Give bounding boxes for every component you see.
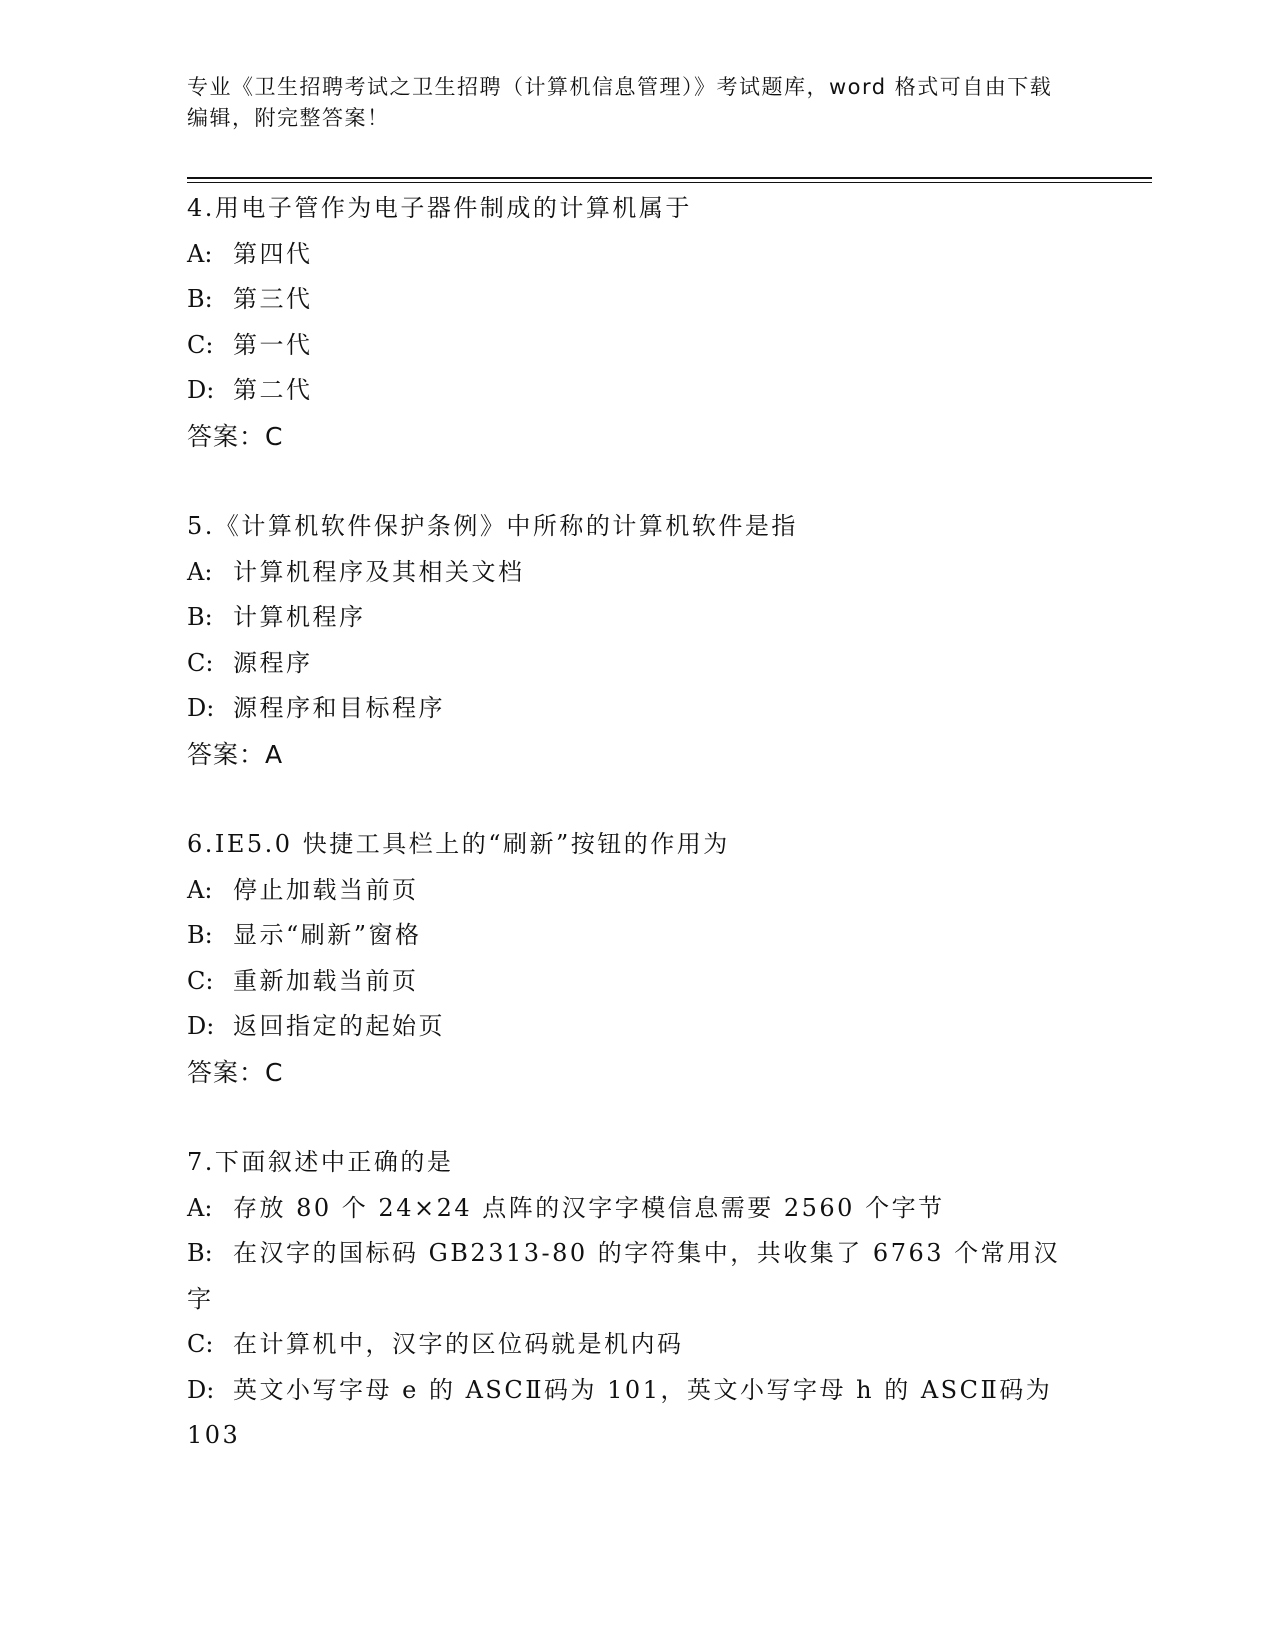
option-d (187, 1004, 1067, 1050)
question-block (187, 186, 1067, 459)
answer-line: 答案：C (187, 421, 284, 451)
answer-line: 答案：A (187, 739, 284, 769)
option-c (187, 323, 1067, 369)
option-text: 重新加载当前页 (233, 966, 419, 995)
option-letter: D: (187, 1012, 215, 1040)
option-letter: C: (187, 1330, 214, 1358)
question-stem: 6.IE5.0 快捷工具栏上的“刷新”按钮的作用为 (187, 830, 730, 858)
option-letter: A: (187, 557, 213, 586)
header-rule-thick (187, 177, 1152, 179)
option-a (187, 1186, 1067, 1232)
option-text: 计算机程序 (233, 603, 366, 631)
option-text: 第四代 (233, 239, 313, 268)
option-d (187, 686, 1067, 732)
option-text: 计算机程序及其相关文档 (233, 557, 525, 586)
option-text: 英文小写字母 e 的 ASCⅡ码为 101，英文小写字母 h 的 ASCⅡ码为 103 (187, 1375, 1053, 1449)
option-letter: D: (187, 1375, 215, 1404)
option-letter: A: (187, 239, 213, 268)
question-stem: 5.《计算机软件保护条例》中所称的计算机软件是指 (187, 512, 798, 540)
option-b (187, 1231, 1067, 1322)
option-d (187, 368, 1067, 414)
option-text: 停止加载当前页 (233, 875, 419, 904)
option-letter: C: (187, 966, 214, 995)
option-a (187, 550, 1067, 596)
option-d (187, 1368, 1067, 1459)
option-c (187, 1322, 1067, 1368)
header-rule-thin (187, 182, 1152, 183)
option-b (187, 595, 1067, 641)
option-text: 返回指定的起始页 (233, 1012, 445, 1040)
option-letter: C: (187, 330, 214, 359)
question-block (187, 822, 1067, 1095)
answer-line: 答案：C (187, 1057, 284, 1087)
option-text: 源程序 (233, 648, 313, 677)
option-text: 显示“刷新”窗格 (233, 921, 422, 949)
option-letter: A: (187, 1193, 213, 1222)
question-block (187, 504, 1067, 777)
option-letter: B: (187, 1239, 213, 1267)
option-b (187, 913, 1067, 959)
option-c (187, 641, 1067, 687)
option-letter: B: (187, 603, 213, 631)
option-letter: D: (187, 694, 215, 722)
option-letter: B: (187, 921, 213, 949)
option-c (187, 959, 1067, 1005)
option-text: 第三代 (233, 285, 313, 313)
option-text: 在汉字的国标码 GB2313-80 的字符集中，共收集了 6763 个常用汉字 (187, 1239, 1061, 1313)
option-text: 在计算机中，汉字的区位码就是机内码 (233, 1330, 684, 1358)
option-letter: D: (187, 376, 215, 404)
option-text: 第二代 (233, 376, 313, 404)
document-header: 专业《卫生招聘考试之卫生招聘（计算机信息管理）》考试题库，word 格式可自由下载编辑，附完整答案！ (187, 75, 1053, 130)
option-letter: B: (187, 285, 213, 313)
option-a (187, 232, 1067, 278)
option-a (187, 868, 1067, 914)
option-letter: A: (187, 875, 213, 904)
question-list (187, 186, 1067, 1504)
option-b (187, 277, 1067, 323)
option-letter: C: (187, 648, 214, 677)
question-stem: 7.下面叙述中正确的是 (187, 1148, 454, 1176)
question-stem: 4.用电子管作为电子器件制成的计算机属于 (187, 194, 692, 222)
option-text: 第一代 (233, 330, 313, 359)
question-block (187, 1140, 1067, 1459)
option-text: 源程序和目标程序 (233, 694, 445, 722)
option-text: 存放 80 个 24×24 点阵的汉字字模信息需要 2560 个字节 (233, 1193, 945, 1222)
